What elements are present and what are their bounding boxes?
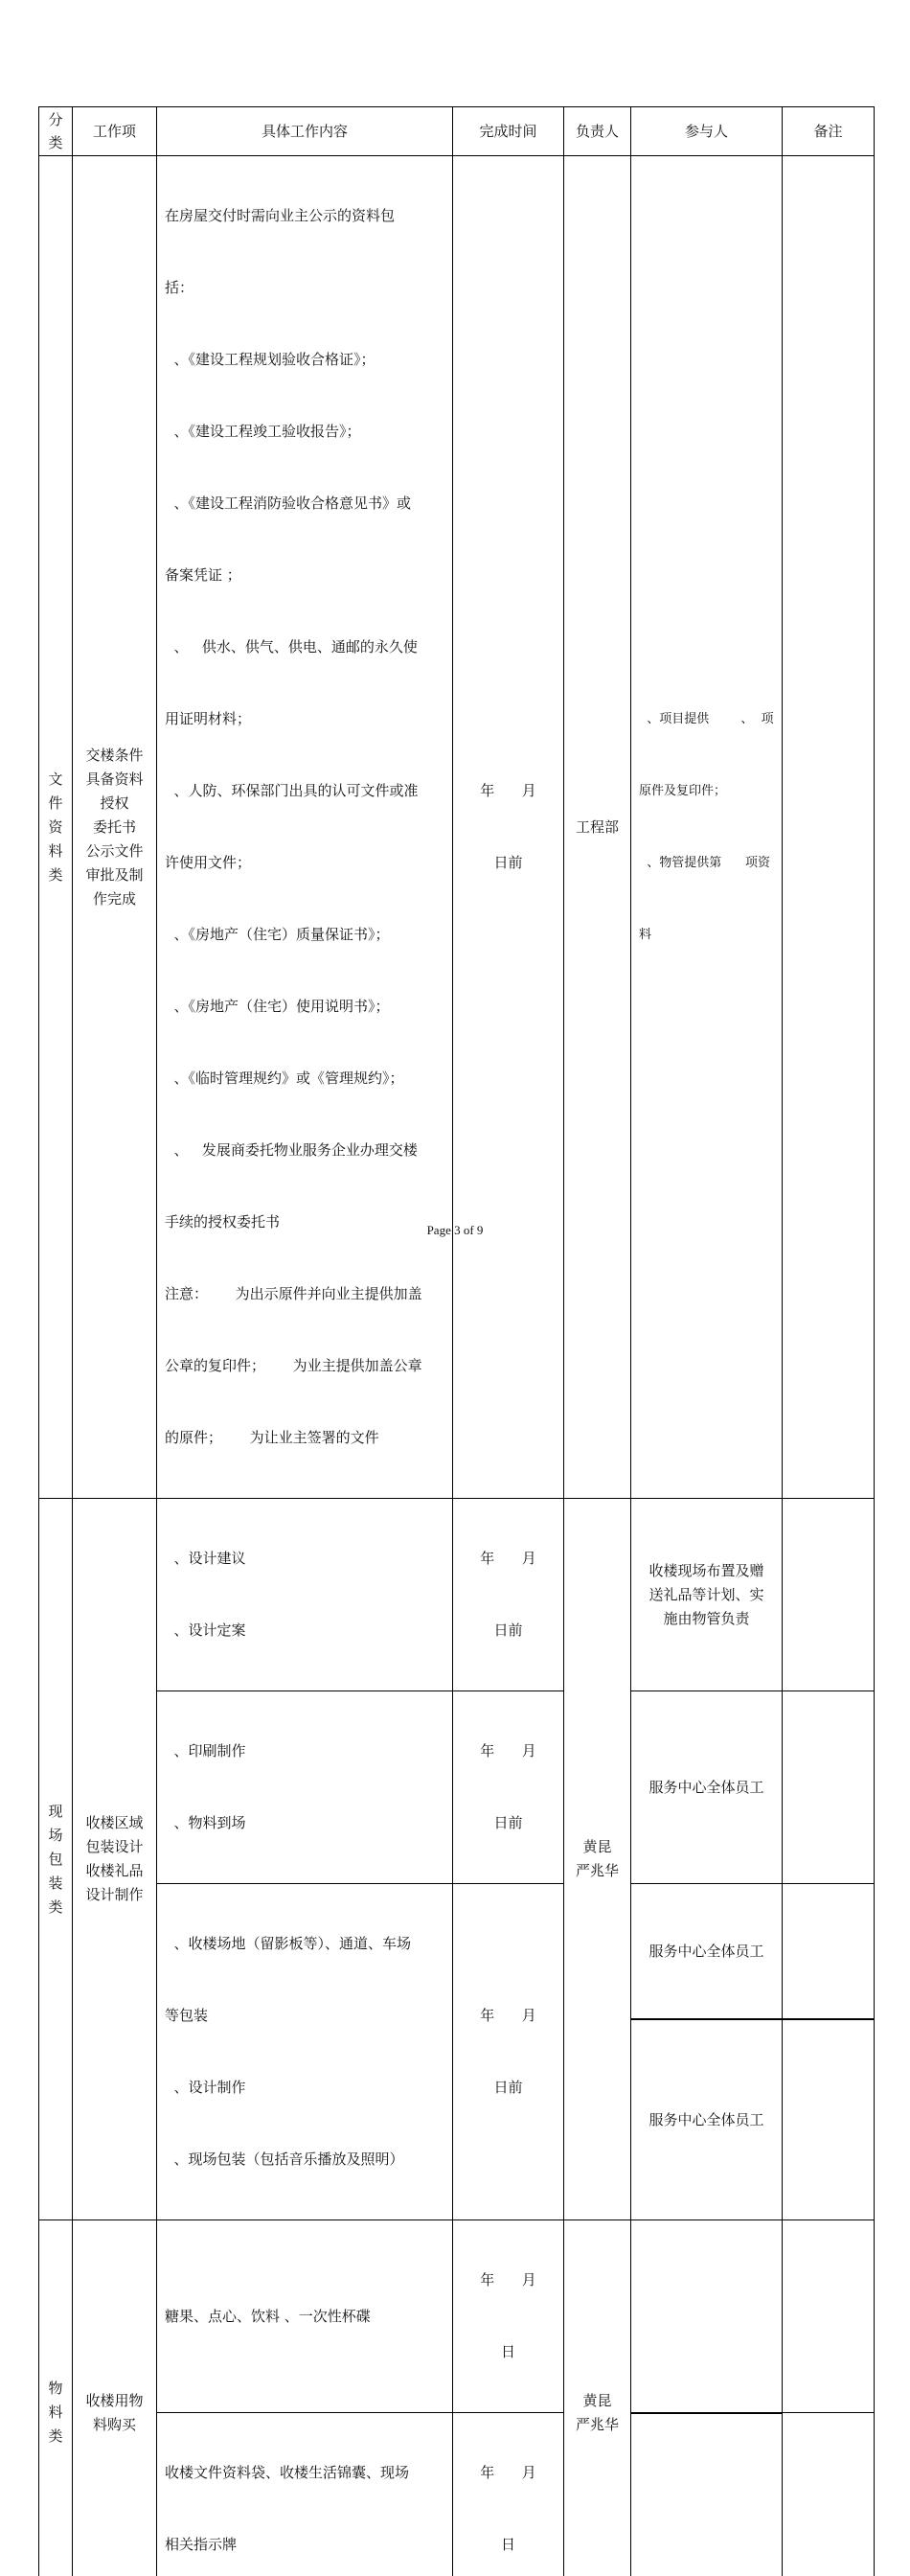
content-line: 公章的复印件； 为业主提供加盖公章 [165, 1354, 448, 1378]
deadline-cell [453, 2413, 564, 2576]
content-line: 、《房地产（住宅）质量保证书》； [165, 923, 448, 947]
content-line: 、《临时管理规约》或《管理规约》； [165, 1067, 448, 1091]
participant-cell: 服务中心全体员工 [631, 1884, 783, 2020]
work-item-line: 料购买 [73, 2413, 156, 2437]
deadline-line: 日 [453, 2340, 563, 2364]
participant-cell [631, 156, 783, 1499]
remark-cell [783, 1884, 875, 2020]
work-item-line: 交楼条件 [73, 744, 156, 768]
deadline-line: 年 月 [453, 1547, 563, 1571]
content-line: 备案凭证 ； [165, 564, 448, 587]
deadline-line: 年 月 [453, 779, 563, 803]
participant-cell [631, 2413, 783, 2576]
work-item-cell [73, 1499, 157, 2220]
remark-cell [783, 2019, 875, 2220]
deadline-cell [453, 1499, 564, 1691]
participant-line: 施由物管负责 [631, 1607, 782, 1631]
content-line: 、《建设工程规划验收合格证》； [165, 348, 448, 372]
content-line: 许使用文件； [165, 851, 448, 875]
category-text: 现场包装类 [48, 1800, 63, 1920]
remark-cell [783, 1499, 875, 1691]
participant-cell [631, 1499, 783, 1691]
deadline-line: 日前 [453, 1619, 563, 1643]
content-line: 等包装 [165, 2004, 448, 2028]
owner-cell [564, 1499, 631, 2220]
content-line: 注意： 为出示原件并向业主提供加盖 [165, 1282, 448, 1306]
category-cell [39, 2220, 73, 2576]
content-line: 、《房地产（住宅）使用说明书》； [165, 995, 448, 1019]
participant-cell: 服务中心全体员工 [631, 1691, 783, 1884]
owner-line: 严兆华 [564, 2413, 630, 2437]
participant-line: 原件及复印件； [639, 779, 778, 803]
participant-line: 、物管提供第 项资 [639, 851, 778, 875]
deadline-line: 日前 [453, 2076, 563, 2100]
table-row [39, 2220, 875, 2413]
content-line: 、物料到场 [165, 1811, 448, 1835]
content-line: 括： [165, 276, 448, 300]
content-line: 、印刷制作 [165, 1739, 448, 1763]
work-item-line: 公示文件 [73, 840, 156, 863]
header-content: 具体工作内容 [157, 107, 453, 156]
content-cell [157, 2220, 453, 2413]
work-item-line: 设计制作 [73, 1883, 156, 1907]
participant-line: 送礼品等计划、实 [631, 1583, 782, 1607]
category-cell [39, 1499, 73, 2220]
content-line: 用证明材料； [165, 707, 448, 731]
work-item-cell [73, 2220, 157, 2576]
owner-cell: 工程部 [564, 156, 631, 1499]
content-line: 收楼文件资料袋、收楼生活锦囊、现场 [165, 2461, 448, 2485]
content-line: 、 供水、供气、供电、通邮的永久使 [165, 635, 448, 659]
participant-cell [631, 2220, 783, 2413]
work-item-line: 授权 [73, 792, 156, 816]
participant-line: 料 [639, 923, 778, 947]
table-row [39, 156, 875, 1499]
owner-line: 严兆华 [564, 1859, 630, 1883]
content-cell [157, 1884, 453, 2220]
content-line: 、《建设工程消防验收合格意见书》或 [165, 492, 448, 516]
participant-line: 、项目提供 、 项 [639, 707, 778, 731]
content-cell [157, 1499, 453, 1691]
table-row [39, 1884, 875, 2020]
table-row [39, 1499, 875, 1691]
content-line: 糖果、点心、饮料 、一次性杯碟 [165, 2305, 448, 2329]
content-cell [157, 156, 453, 1499]
content-line: 、设计建议 [165, 1547, 448, 1571]
category-text: 文件资料类 [48, 768, 63, 887]
deadline-line: 年 月 [453, 2461, 563, 2485]
content-line: 、设计定案 [165, 1619, 448, 1643]
category-cell [39, 156, 73, 1499]
table-row [39, 1691, 875, 1884]
content-line: 、收楼场地（留影板等）、通道、车场 [165, 1932, 448, 1956]
participant-cell: 服务中心全体员工 [631, 2019, 783, 2220]
work-item-line: 作完成 [73, 887, 156, 911]
deadline-line: 日 [453, 2533, 563, 2557]
deadline-cell [453, 1884, 564, 2220]
content-cell [157, 2413, 453, 2576]
remark-cell [783, 2220, 875, 2413]
content-line: 、 发展商委托物业服务企业办理交楼 [165, 1138, 448, 1162]
header-work-item: 工作项 [73, 107, 157, 156]
deadline-cell [453, 1691, 564, 1884]
participant-line: 收楼现场布置及赠 [631, 1559, 782, 1583]
owner-line: 黄昆 [564, 1835, 630, 1859]
work-item-line: 收楼区域 [73, 1811, 156, 1835]
content-line: 、人防、环保部门出具的认可文件或准 [165, 779, 448, 803]
work-item-line: 收楼礼品 [73, 1859, 156, 1883]
category-text: 物料类 [48, 2377, 63, 2449]
page-footer: Page 3 of 9 [0, 1223, 910, 1238]
task-table [38, 106, 875, 2576]
content-line: 、《建设工程竣工验收报告》； [165, 420, 448, 444]
table-row [39, 2413, 875, 2576]
content-line: 手续的授权委托书 [165, 1210, 448, 1234]
owner-cell [564, 2220, 631, 2576]
deadline-line: 日前 [453, 1811, 563, 1835]
deadline-line: 年 月 [453, 1739, 563, 1763]
work-item-line: 具备资料 [73, 768, 156, 792]
header-row [39, 107, 875, 156]
header-owner: 负责人 [564, 107, 631, 156]
work-item-cell [73, 156, 157, 1499]
remark-cell [783, 1691, 875, 1884]
header-remarks: 备注 [783, 107, 875, 156]
header-category: 分类 [39, 107, 73, 156]
work-item-line: 包装设计 [73, 1835, 156, 1859]
deadline-cell [453, 2220, 564, 2413]
work-item-line: 收楼用物 [73, 2389, 156, 2413]
deadline-line: 日前 [453, 851, 563, 875]
content-line: 的原件； 为让业主签署的文件 [165, 1426, 448, 1450]
content-cell [157, 1691, 453, 1884]
owner-line: 黄昆 [564, 2389, 630, 2413]
content-line: 、现场包装（包括音乐播放及照明） [165, 2148, 448, 2172]
deadline-line: 年 月 [453, 2004, 563, 2028]
work-item-line: 委托书 [73, 816, 156, 840]
remark-cell [783, 156, 875, 1499]
content-line: 相关指示牌 [165, 2533, 448, 2557]
deadline-cell [453, 156, 564, 1499]
header-deadline: 完成时间 [453, 107, 564, 156]
content-line: 在房屋交付时需向业主公示的资料包 [165, 204, 448, 228]
deadline-line: 年 月 [453, 2268, 563, 2292]
header-participants: 参与人 [631, 107, 783, 156]
remark-cell [783, 2413, 875, 2576]
content-line: 、设计制作 [165, 2076, 448, 2100]
work-item-line: 审批及制 [73, 863, 156, 887]
